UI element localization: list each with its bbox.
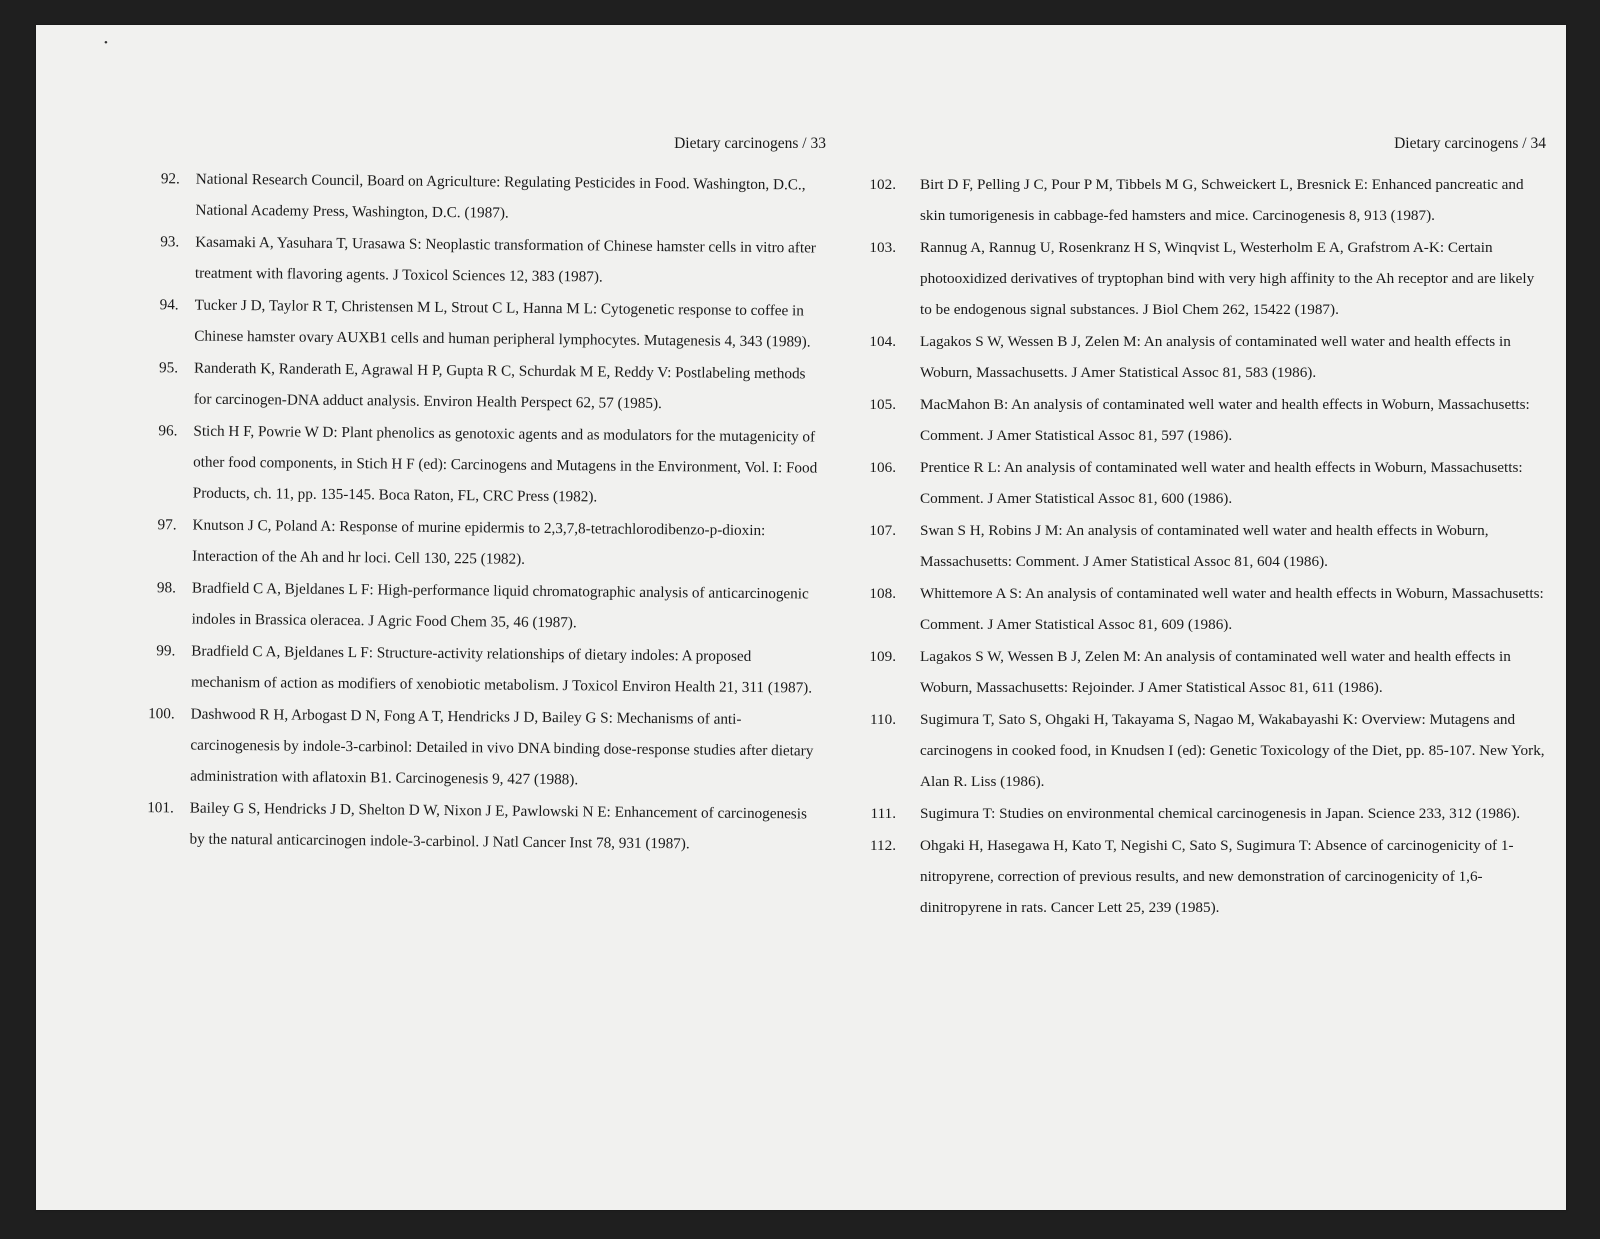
reference-number: 95. xyxy=(158,359,179,377)
reference-item xyxy=(856,641,1546,703)
reference-item xyxy=(856,704,1546,797)
reference-number: 112. xyxy=(869,837,896,854)
reference-text: Sugimura T, Sato S, Ohgaki H, Takayama S, Nagao M, Wakabayashi K: Overview: Mutagens and carcinogens in cooked food, in Knudsen I (ed): Genetic Toxicology of the Diet, pp. 85-107. New York, Alan R. Liss (1986). xyxy=(920,711,1545,790)
reference-text: MacMahon B: An analysis of contaminated well water and health effects in Woburn, Massachusetts: Comment. J Amer Statistical Assoc 81, 597 (1986). xyxy=(920,396,1530,444)
reference-text: Ohgaki H, Hasegawa H, Kato T, Negishi C, Sato S, Sugimura T: Absence of carcinogenicity of 1-nitropyrene, correction of previous results, and new demonstration of carcinogenicity of 1,6-dinitropyrene in rats. Cancer Lett 25, 239 (1985). xyxy=(920,837,1514,916)
reference-item xyxy=(129,792,820,861)
reference-number: 99. xyxy=(156,642,176,660)
reference-number: 107. xyxy=(869,522,896,539)
reference-number: 104. xyxy=(869,333,896,350)
reference-number: 92. xyxy=(160,170,180,188)
reference-item xyxy=(856,326,1546,388)
reference-text: Knutson J C, Poland A: Response of murine epidermis to 2,3,7,8-tetrachlorodibenzo-p-dioxin: Interaction of the Ah and hr loci. Cell 130, 225 (1982). xyxy=(192,516,766,568)
reference-text: Randerath K, Randerath E, Agrawal H P, Gupta R C, Schurdak M E, Reddy V: Postlabeling methods for carcinogen-DNA adduct analysis. Environ Health Perspect 62, 57 (1985). xyxy=(193,359,806,413)
reference-text: Bailey G S, Hendricks J D, Shelton D W, Nixon J E, Pawlowski N E: Enhancement of carcinogenesis by the natural anticarcinogen indole-3-carbinol. J Natl Cancer Inst 78, 931 (1987). xyxy=(189,799,807,853)
reference-number: 101. xyxy=(147,799,174,817)
reference-text: Rannug A, Rannug U, Rosenkranz H S, Winqvist L, Westerholm E A, Grafstrom A-K: Certain photooxidized derivatives of tryptophan bind with very high affinity to the Ah receptor and are likely to be endogenous signal substances. J Biol Chem 262, 15422 (1987). xyxy=(920,239,1535,318)
reference-number: 103. xyxy=(869,239,896,256)
reference-item xyxy=(135,163,826,232)
reference-number: 110. xyxy=(869,711,896,728)
reference-item xyxy=(131,635,822,704)
reference-text: Bradfield C A, Bjeldanes L F: High-performance liquid chromatographic analysis of anticarcinogenic indoles in Brassica oleracea. J Agric Food Chem 35, 46 (1987). xyxy=(191,579,809,632)
reference-text: Sugimura T: Studies on environmental chemical carcinogenesis in Japan. Science 233, 312 (1986). xyxy=(920,805,1520,822)
reference-item xyxy=(131,572,822,641)
reference-number: 93. xyxy=(160,233,180,251)
left-page xyxy=(136,135,826,855)
reference-item xyxy=(135,226,826,295)
reference-item xyxy=(856,798,1546,829)
right-page xyxy=(856,135,1546,924)
running-head-right: Dietary carcinogens / 34 xyxy=(1394,135,1546,152)
reference-item xyxy=(856,389,1546,451)
reference-list-left xyxy=(129,163,826,861)
reference-text: Birt D F, Pelling J C, Pour P M, Tibbels M G, Schweickert L, Bresnick E: Enhanced pancreatic and skin tumorigenesis in cabbage-fed hamsters and mice. Carcinogenesis 8, 913 (1987). xyxy=(920,176,1524,224)
reference-text: Whittemore A S: An analysis of contaminated well water and health effects in Woburn, Massachusetts: Comment. J Amer Statistical Assoc 81, 609 (1986). xyxy=(920,585,1544,633)
reference-number: 100. xyxy=(148,705,175,723)
reference-item xyxy=(856,452,1546,514)
reference-text: Swan S H, Robins J M: An analysis of contaminated well water and health effects in Woburn, Massachusetts: Comment. J Amer Statistical Assoc 81, 604 (1986). xyxy=(920,522,1489,570)
reference-item xyxy=(856,830,1546,923)
reference-number: 111. xyxy=(870,805,896,822)
reference-item xyxy=(856,169,1546,231)
reference-text: Lagakos S W, Wessen B J, Zelen M: An analysis of contaminated well water and health effects in Woburn, Massachusetts: Rejoinder. J Amer Statistical Assoc 81, 611 (1986). xyxy=(920,648,1511,696)
reference-text: Stich H F, Powrie W D: Plant phenolics as genotoxic agents and as modulators for the mutagenicity of other food components, in Stich H F (ed): Carcinogens and Mutagens in the Environment, Vol. I: Food Products, ch. 11, pp. 135-145. Boca Raton, FL, CRC Press (1982). xyxy=(192,422,818,506)
reference-number: 94. xyxy=(159,296,179,314)
reference-item xyxy=(130,698,821,798)
reference-list-right xyxy=(856,169,1546,923)
speck-mark: • xyxy=(104,37,108,49)
reference-number: 108. xyxy=(869,585,896,602)
reference-text: Bradfield C A, Bjeldanes L F: Structure-activity relationships of dietary indoles: A proposed mechanism of action as modifiers of xenobiotic metabolism. J Toxicol Environ Health 21, 311 (1987). xyxy=(190,642,813,697)
reference-text: Dashwood R H, Arbogast D N, Fong A T, Hendricks J D, Bailey G S: Mechanisms of anti-carcinogenesis by indole-3-carbinol: Detailed in vivo DNA binding dose-response studies after dietary administration with aflatoxin B1. Carcinogenesis 9, 427 (1988). xyxy=(190,705,814,789)
reference-item xyxy=(134,289,825,358)
reference-number: 97. xyxy=(157,516,177,534)
reference-text: Lagakos S W, Wessen B J, Zelen M: An analysis of contaminated well water and health effects in Woburn, Massachusetts. J Amer Statistical Assoc 81, 583 (1986). xyxy=(920,333,1511,381)
reference-item xyxy=(134,352,825,421)
reference-item xyxy=(856,515,1546,577)
reference-text: Tucker J D, Taylor R T, Christensen M L, Strout C L, Hanna M L: Cytogenetic response to coffee in Chinese hamster ovary AUXB1 cells and human peripheral lymphocytes. Mutagenesis 4, 343 (1989). xyxy=(194,296,811,351)
reference-item xyxy=(856,578,1546,640)
scanned-sheet xyxy=(36,25,1566,1210)
reference-item xyxy=(132,509,823,578)
running-head-left: Dietary carcinogens / 33 xyxy=(674,135,826,152)
reference-number: 98. xyxy=(156,579,177,597)
reference-text: Kasamaki A, Yasuhara T, Urasawa S: Neoplastic transformation of Chinese hamster cells in vitro after treatment with flavoring agents. J Toxicol Sciences 12, 383 (1987). xyxy=(194,233,816,286)
reference-number: 96. xyxy=(158,422,178,440)
reference-number: 105. xyxy=(869,396,896,413)
reference-text: National Research Council, Board on Agriculture: Regulating Pesticides in Food. Washington, D.C., National Academy Press, Washington, D.C. (1987). xyxy=(195,170,806,222)
reference-number: 109. xyxy=(869,648,896,665)
reference-number: 102. xyxy=(869,176,896,193)
reference-item xyxy=(856,232,1546,325)
reference-item xyxy=(133,415,824,515)
reference-number: 106. xyxy=(869,459,896,476)
reference-text: Prentice R L: An analysis of contaminated well water and health effects in Woburn, Massachusetts: Comment. J Amer Statistical Assoc 81, 600 (1986). xyxy=(920,459,1523,507)
